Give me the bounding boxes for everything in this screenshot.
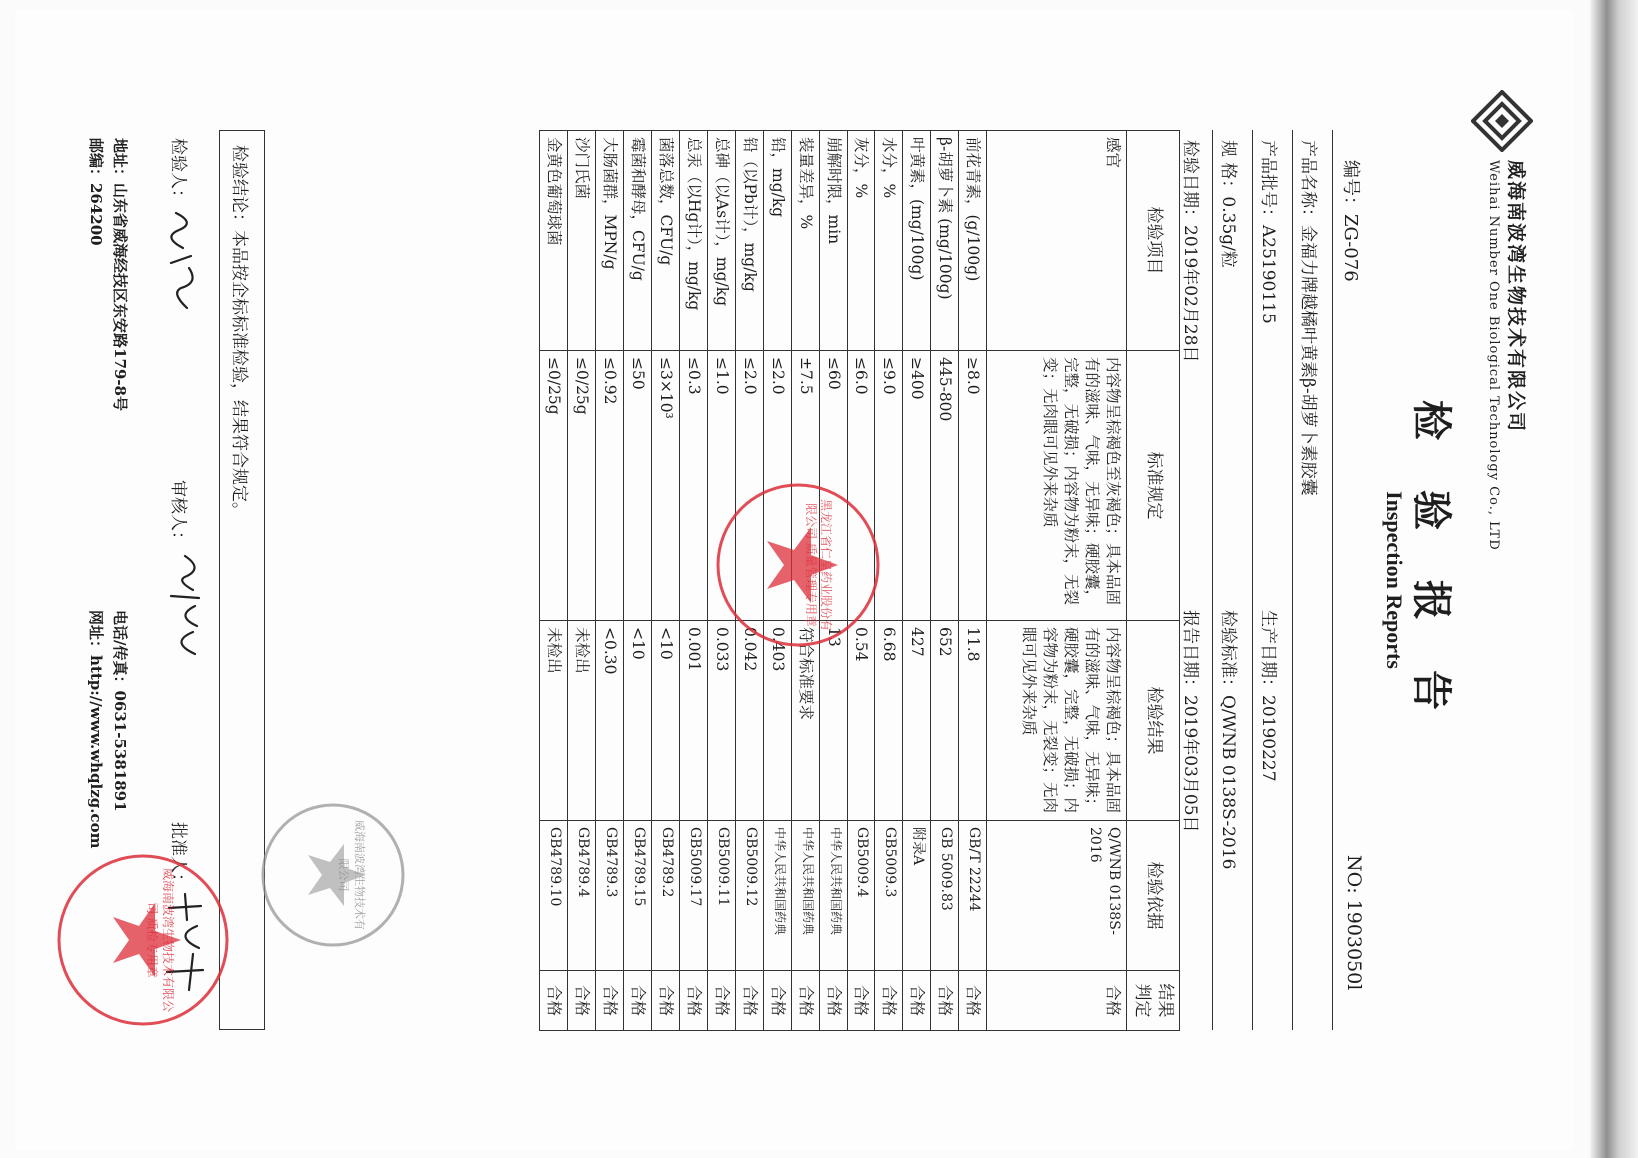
document-number: 编号：ZG-076 (1340, 160, 1361, 282)
cell-result: 未检出 (568, 621, 596, 821)
cell-item: 崩解时限，min (819, 131, 847, 351)
company-logo-icon (1471, 90, 1533, 152)
cell-result: 0.042 (735, 621, 763, 821)
cell-item: 菌落总数，CFU/g (652, 131, 680, 351)
gray-seal-stamp (258, 800, 408, 950)
footer-website: 网址：http://www.whqlzg.com (87, 610, 105, 849)
cell-result: 11.8 (959, 621, 987, 821)
cell-standard: ≤60 (819, 351, 847, 621)
cell-verdict: 合格 (568, 971, 596, 1031)
cell-result: 未检出 (540, 621, 568, 821)
table-row (959, 131, 987, 1031)
cell-standard: ≤50 (624, 351, 652, 621)
meta-line (1332, 130, 1333, 1030)
inspector-label: 检验人： (168, 138, 188, 206)
qc-seal-text: 威海南波湾生物技术有限公司 质检专用章 (145, 868, 175, 1013)
cell-basis: 中华人民共和国药典 (791, 821, 819, 971)
cell-basis: GB4789.15 (624, 821, 652, 971)
table-row (987, 131, 1127, 1031)
cell-basis: Q/WNB 0138S-2016 (987, 821, 1127, 971)
footer-postcode: 邮编：264200 (87, 138, 105, 246)
cell-basis: GB5009.11 (707, 821, 735, 971)
cell-standard: ≤0/25g (540, 351, 568, 621)
cell-item: 铅，mg/kg (763, 131, 791, 351)
cell-verdict: 合格 (763, 971, 791, 1031)
inspector-signature (165, 208, 201, 318)
cell-result: 符合标准要求 (791, 621, 819, 821)
cell-item: 灰分，% (847, 131, 875, 351)
cell-item: 叶黄素，(mg/100g) (903, 131, 931, 351)
cell-verdict: 合格 (735, 971, 763, 1031)
header-item: 检验项目 (1127, 131, 1180, 351)
cell-standard: ≤0.92 (596, 351, 624, 621)
quality-seal-stamp (713, 480, 883, 650)
cell-standard: ≥400 (903, 351, 931, 621)
cell-basis: 中华人民共和国药典 (819, 821, 847, 971)
cell-verdict: 合格 (819, 971, 847, 1031)
quality-seal-text: 黑龙江省仁皇药业股份有限公司 质量管理专用章 (804, 498, 833, 631)
cell-item: 大肠菌群，MPN/g (596, 131, 624, 351)
cell-basis: GB4789.3 (596, 821, 624, 971)
header-verdict: 结果判定 (1127, 971, 1180, 1031)
cell-item: 感官 (987, 131, 1127, 351)
cell-basis: GB4789.10 (540, 821, 568, 971)
cell-result: <10 (624, 621, 652, 821)
cell-item: 水分，% (875, 131, 903, 351)
cell-basis: GB 5009.83 (931, 821, 959, 971)
cell-standard: ≤0/25g (568, 351, 596, 621)
reviewer-signature (163, 550, 205, 660)
footer-address: 地址：山东省威海经技区东安路179-8号 (111, 138, 129, 411)
cell-result: <0.30 (596, 621, 624, 821)
cell-standard: ≤6.0 (847, 351, 875, 621)
cell-basis: 附录A (903, 821, 931, 971)
cell-basis: GB5009.3 (875, 821, 903, 971)
cell-basis: GB4789.2 (652, 821, 680, 971)
cell-item: 装量差异，% (791, 131, 819, 351)
table-row (596, 131, 624, 1031)
table-row (903, 131, 931, 1031)
product-name: 产品名称：金福力牌越橘叶黄素β-胡萝卜素胶囊 (1298, 140, 1318, 496)
table-row (652, 131, 680, 1031)
cell-result: 13 (819, 621, 847, 821)
cell-verdict: 合格 (791, 971, 819, 1031)
production-date: 生产日期：20190227 (1258, 610, 1278, 782)
report-title-en: Inspection Reports (1382, 491, 1407, 669)
cell-item: 铅（以Pb计），mg/kg (735, 131, 763, 351)
meta-line (1252, 130, 1253, 1030)
company-name-cn: 威海南波湾生物技术有限公司 (1505, 160, 1527, 434)
cell-result: 内容物呈棕褐色；具本品固有的滋味、气味，无异味；硬胶囊，完整，无破损；内容物为粉末，无裂变；无肉眼可见外来杂质 (987, 621, 1127, 821)
header-standard: 标准规定 (1127, 351, 1180, 621)
cell-basis: GB5009.4 (847, 821, 875, 971)
inspection-date: 检验日期：2019年02月28日 (1180, 140, 1200, 363)
table-row (679, 131, 707, 1031)
inspection-report-page (15, 10, 1573, 1150)
cell-standard: ≤9.0 (875, 351, 903, 621)
cell-item: 总汞（以Hg计），mg/kg (679, 131, 707, 351)
cell-result: 0.033 (707, 621, 735, 821)
cell-basis: GB5009.12 (735, 821, 763, 971)
cell-standard: 内容物呈棕褐色至灰褐色；具本品固有的滋味、气味，无异味；硬胶囊，完整，无破损；内容物为粉末，无裂变；无肉眼可见外来杂质 (987, 351, 1127, 621)
cell-standard: ≤3×10³ (652, 351, 680, 621)
cell-item: 前花青素，(g/100g) (959, 131, 987, 351)
batch-number: 产品批号：A25190115 (1258, 140, 1278, 324)
gray-seal-text: 威海南波湾生物技术有限公司 (337, 820, 366, 930)
meta-line (1292, 130, 1293, 1030)
approver-label: 批准人： (168, 822, 188, 890)
cell-basis: GB5009.17 (679, 821, 707, 971)
scanned-sheet (15, 10, 1573, 1150)
reviewer-label: 审核人： (168, 480, 188, 548)
cell-basis: GB4789.4 (568, 821, 596, 971)
table-row (540, 131, 568, 1031)
cell-item: β-胡萝卜素 (mg/100g) (931, 131, 959, 351)
cell-verdict: 合格 (707, 971, 735, 1031)
report-date: 报告日期：2019年03月05日 (1180, 610, 1200, 833)
spec: 规 格：0.35g/粒 (1218, 140, 1238, 268)
cell-result: 427 (903, 621, 931, 821)
table-row (931, 131, 959, 1031)
cell-result: 6.68 (875, 621, 903, 821)
cell-basis: 中华人民共和国药典 (763, 821, 791, 971)
cell-verdict: 合格 (987, 971, 1127, 1031)
cell-item: 沙门氏菌 (568, 131, 596, 351)
cell-verdict: 合格 (875, 971, 903, 1031)
table-row (568, 131, 596, 1031)
cell-standard: ≥8.0 (959, 351, 987, 621)
cell-result: <10 (652, 621, 680, 821)
report-number: NO: 1903050l (1343, 855, 1365, 991)
cell-item: 总砷（以As计），mg/kg (707, 131, 735, 351)
cell-verdict: 合格 (540, 971, 568, 1031)
cell-standard: ≤0.3 (679, 351, 707, 621)
cell-verdict: 合格 (903, 971, 931, 1031)
inspection-standard: 检验标准：Q/WNB 0138S-2016 (1218, 610, 1238, 870)
scanner-edge (1590, 0, 1638, 1158)
table-row (624, 131, 652, 1031)
header-result: 检验结果 (1127, 621, 1180, 821)
cell-verdict: 合格 (624, 971, 652, 1031)
cell-verdict: 合格 (652, 971, 680, 1031)
cell-verdict: 合格 (931, 971, 959, 1031)
company-name-en: Weihai Number One Biological Technology Co., LTD (1486, 160, 1501, 551)
cell-item: 金黄色葡萄球菌 (540, 131, 568, 351)
cell-standard: 445-800 (931, 351, 959, 621)
cell-verdict: 合格 (959, 971, 987, 1031)
cell-verdict: 合格 (596, 971, 624, 1031)
cell-result: 0.001 (679, 621, 707, 821)
header-basis: 检验依据 (1127, 821, 1180, 971)
cell-item: 霉菌和酵母，CFU/g (624, 131, 652, 351)
cell-basis: GB/T 22244 (959, 821, 987, 971)
cell-verdict: 合格 (847, 971, 875, 1031)
cell-result: 0.403 (763, 621, 791, 821)
meta-line (1212, 130, 1213, 1030)
table-header-row (1127, 131, 1180, 1031)
inspection-conclusion: 检验结论：本品按企标标准检验，结果符合规定。 (219, 130, 265, 1030)
cell-result: 0.54 (847, 621, 875, 821)
cell-result: 652 (931, 621, 959, 821)
cell-standard: ≤1.0 (707, 351, 735, 621)
cell-verdict: 合格 (679, 971, 707, 1031)
cell-standard: ≤2.0 (763, 351, 791, 621)
report-title-cn: 检验报告 (1408, 400, 1455, 760)
footer-phone: 电话/传真：0631-5381891 (111, 610, 129, 812)
cell-standard: ≤2.0 (735, 351, 763, 621)
cell-standard: ±7.5 (791, 351, 819, 621)
